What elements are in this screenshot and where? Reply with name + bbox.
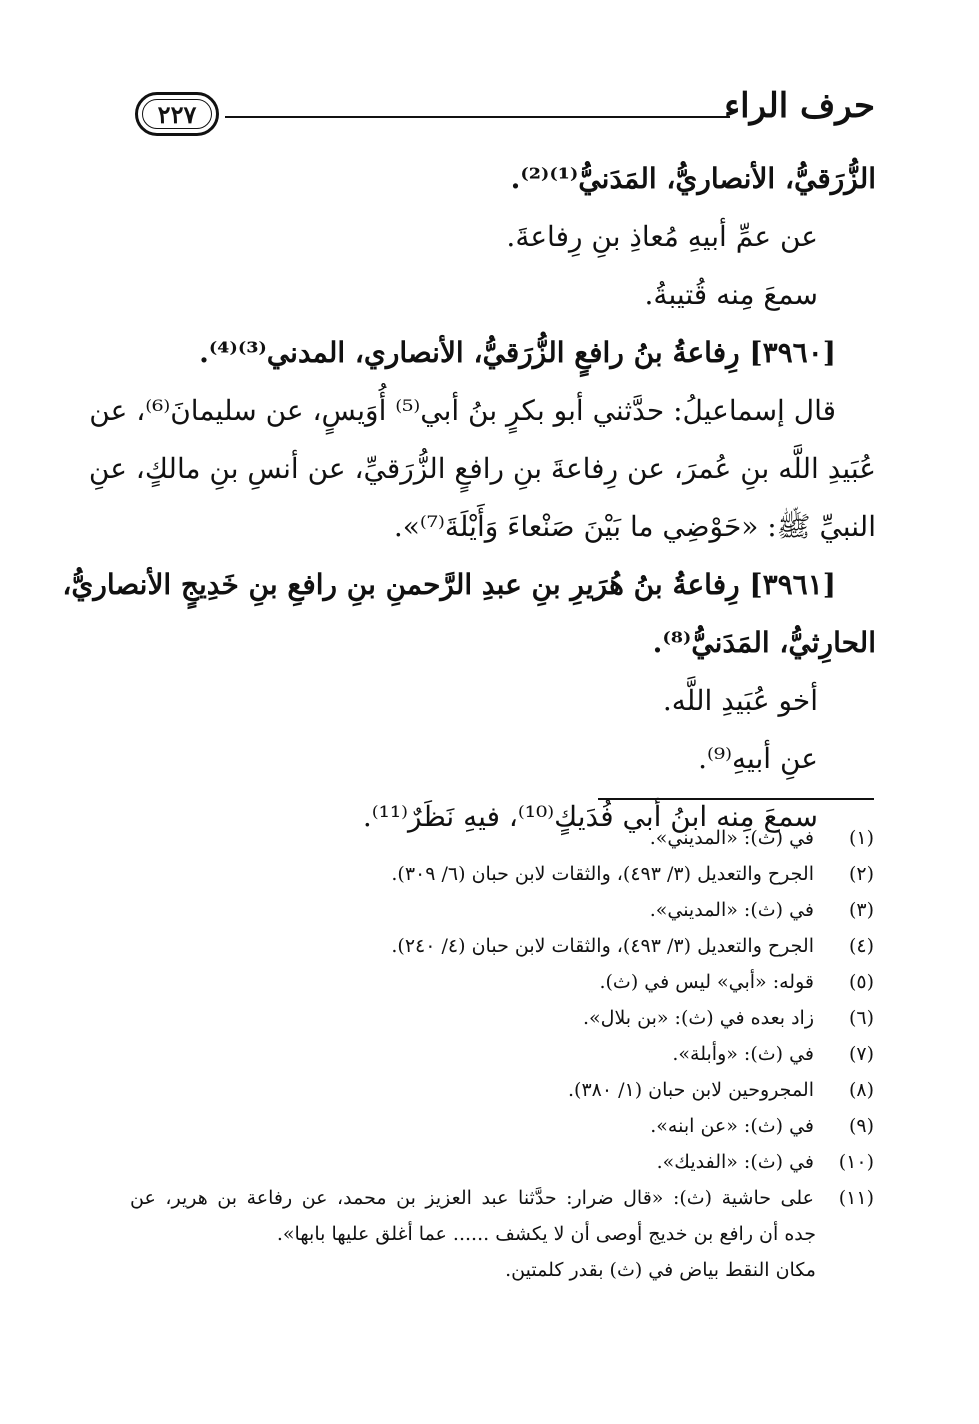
footnote-number: (٥) [848, 971, 874, 993]
text-line: عُبَيدِ اللَّه بنِ عُمرَ، عن رِفاعةَ بنِ رافعٍ الزُّرَقيِّ، عن أنسِ بنِ مالكٍ، عنِ [88, 452, 876, 485]
footnote-number: (٦) [848, 1007, 874, 1029]
footnote [130, 1000, 874, 1036]
footnote-text: في (ث): «المديني». [649, 827, 814, 849]
footnote-text: في (ث): «عن ابنه». [650, 1115, 814, 1137]
footnote-text: في (ث): «وأبلة». [672, 1043, 814, 1065]
footnotes [130, 820, 874, 1288]
footnote-text: زاد بعده في (ث): «بن بلال». [583, 1007, 814, 1029]
footnote [130, 1108, 874, 1144]
footnote-number: (٤) [848, 935, 874, 957]
footnote [130, 1036, 874, 1072]
text-line: أخو عُبَيدِ اللَّه. [662, 684, 818, 717]
footnote-text: في (ث): «المديني». [649, 899, 814, 921]
text-line: الزُّرَقيُّ، الأنصاريُّ، المَدَنيُّ⁽¹⁾⁽²⁾. [510, 162, 876, 195]
footnote [130, 856, 874, 892]
footnote-number: (١١) [838, 1187, 874, 1209]
footnote [130, 1072, 874, 1108]
page-header [135, 84, 875, 154]
text-line: قال إسماعيلُ: حدَّثني أبو بكرٍ بنُ أبي⁽⁵⁾ أُوَيسٍ، عن سليمانَ⁽⁶⁾، عن [89, 394, 836, 427]
text-line: عن عمِّ أبيهِ مُعاذِ بنِ رِفاعةَ. [506, 220, 818, 253]
footnote-number: (٨) [848, 1079, 874, 1101]
text-line: سمعَ مِنه ابنُ أبي فُدَيكٍ⁽¹⁰⁾، فيهِ نَظَرٌ⁽¹¹⁾. [362, 800, 818, 833]
footnote-continuation: جده أن رافع بن خديج أوصى أن لا يكشف ...... عما أغلق عليها بابها». [276, 1223, 816, 1245]
footnote-text: على حاشية (ث): «قال ضرار: حدَّثنا عبد العزيز بن محمد، عن رفاعة بن هرير، عن [130, 1187, 814, 1209]
footnote [130, 1144, 874, 1180]
footnote-text: المجروحين لابن حبان (١/ ٣٨٠). [567, 1079, 814, 1101]
footnote-text: الجرح والتعديل (٣/ ٤٩٣)، والثقات لابن حبان (٤/ ٢٤٠). [391, 935, 814, 957]
footnote-number: (٣) [848, 899, 874, 921]
footnote-number: (١٠) [838, 1151, 874, 1173]
footnote-text: قوله: «أبي» ليس في (ث). [599, 971, 814, 993]
footnote-number: (١) [848, 827, 874, 849]
footnote-separator [598, 798, 874, 800]
footnote-number: (٧) [848, 1043, 874, 1065]
chapter-title: حرف الراء [724, 86, 875, 126]
entry-heading-3960: [٣٩٦٠] رِفاعةُ بنُ رافعٍ الزُّرَقيُّ، الأنصاري، المدني⁽³⁾⁽⁴⁾. [199, 336, 836, 369]
header-rule [225, 116, 730, 118]
footnote [130, 928, 874, 964]
text-line: سمعَ مِنه قُتيبةُ. [644, 278, 818, 311]
text-line: عنِ أبيهِ⁽⁹⁾. [698, 742, 818, 775]
footnote-continuation: مكان النقط بياض في (ث) بقدر كلمتين. [505, 1259, 816, 1281]
page-number: ٢٢٧ [157, 99, 197, 129]
footnote-text: في (ث): «الفديك». [656, 1151, 814, 1173]
page-number-badge [135, 92, 219, 136]
entry-heading-3961: [٣٩٦١] رِفاعةُ بنُ هُرَيرِ بنِ عبدِ الرَّحمنِ بنِ رافعِ بنِ خَدِيجٍ الأنصاريُّ، [62, 568, 836, 601]
text-line: النبيِّ ﷺ: «حَوْضِي ما بَيْنَ صَنْعاءَ وَأَيْلَةَ⁽⁷⁾». [393, 510, 876, 543]
main-text [62, 150, 876, 846]
footnote-number: (٩) [848, 1115, 874, 1137]
footnote [130, 892, 874, 928]
footnote [130, 820, 874, 856]
footnote [130, 1180, 874, 1216]
footnote [130, 964, 874, 1000]
footnote-number: (٢) [848, 863, 874, 885]
text-line: الحارِثيُّ، المَدَنيُّ⁽⁸⁾. [652, 626, 876, 659]
footnote-text: الجرح والتعديل (٣/ ٤٩٣)، والثقات لابن حبان (٦/ ٣٠٩). [391, 863, 814, 885]
